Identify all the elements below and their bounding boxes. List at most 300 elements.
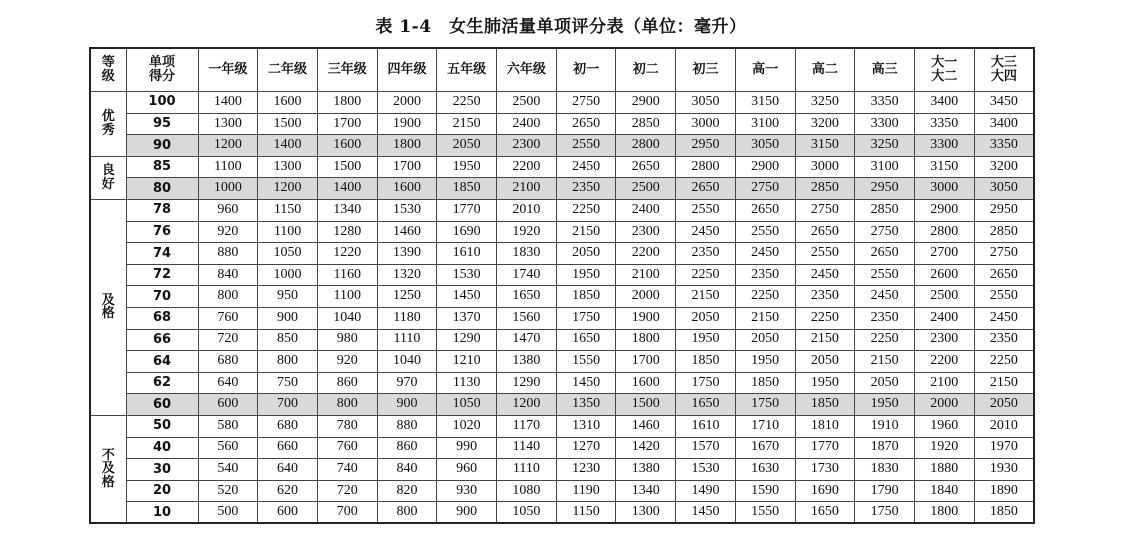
grade-col-header: 一年级 <box>198 48 258 92</box>
value-cell: 1700 <box>616 351 676 373</box>
value-cell: 1040 <box>317 307 377 329</box>
value-cell: 1850 <box>676 351 736 373</box>
value-cell: 1550 <box>735 502 795 524</box>
table-row <box>90 307 1034 329</box>
value-cell: 1220 <box>317 243 377 265</box>
value-cell: 1950 <box>735 351 795 373</box>
value-cell: 1350 <box>556 394 616 416</box>
value-cell: 1150 <box>556 502 616 524</box>
value-cell: 2450 <box>855 286 915 308</box>
value-cell: 2450 <box>795 264 855 286</box>
value-cell: 1190 <box>556 480 616 502</box>
value-cell: 2200 <box>914 351 974 373</box>
score-cell: 50 <box>126 415 198 437</box>
value-cell: 1920 <box>497 221 557 243</box>
table-row <box>90 372 1034 394</box>
value-cell: 2800 <box>914 221 974 243</box>
value-cell: 1500 <box>616 394 676 416</box>
value-cell: 700 <box>317 502 377 524</box>
value-cell: 740 <box>317 459 377 481</box>
value-cell: 1900 <box>616 307 676 329</box>
value-cell: 580 <box>198 415 258 437</box>
value-cell: 1000 <box>198 178 258 200</box>
value-cell: 2100 <box>497 178 557 200</box>
value-cell: 1850 <box>795 394 855 416</box>
value-cell: 640 <box>198 372 258 394</box>
table-row <box>90 437 1034 459</box>
value-cell: 1570 <box>676 437 736 459</box>
value-cell: 1710 <box>735 415 795 437</box>
value-cell: 2150 <box>556 221 616 243</box>
value-cell: 2150 <box>437 113 497 135</box>
value-cell: 2150 <box>855 351 915 373</box>
value-cell: 750 <box>258 372 318 394</box>
value-cell: 2100 <box>616 264 676 286</box>
value-cell: 2150 <box>676 286 736 308</box>
value-cell: 2750 <box>795 199 855 221</box>
value-cell: 2050 <box>855 372 915 394</box>
grade-col-header: 高三 <box>855 48 915 92</box>
value-cell: 2200 <box>616 243 676 265</box>
score-cell: 72 <box>126 264 198 286</box>
grade-col-header: 初二 <box>616 48 676 92</box>
value-cell: 1690 <box>437 221 497 243</box>
value-cell: 3100 <box>735 113 795 135</box>
value-cell: 1530 <box>676 459 736 481</box>
value-cell: 2450 <box>676 221 736 243</box>
value-cell: 1140 <box>497 437 557 459</box>
value-cell: 680 <box>198 351 258 373</box>
value-cell: 2750 <box>556 92 616 114</box>
value-cell: 1500 <box>317 156 377 178</box>
score-cell: 40 <box>126 437 198 459</box>
value-cell: 2900 <box>735 156 795 178</box>
value-cell: 920 <box>317 351 377 373</box>
value-cell: 760 <box>317 437 377 459</box>
value-cell: 1290 <box>437 329 497 351</box>
value-cell: 1880 <box>914 459 974 481</box>
value-cell: 2550 <box>556 135 616 157</box>
value-cell: 2000 <box>377 92 437 114</box>
value-cell: 1490 <box>676 480 736 502</box>
table-row <box>90 135 1034 157</box>
value-cell: 2250 <box>795 307 855 329</box>
value-cell: 2650 <box>676 178 736 200</box>
value-cell: 1950 <box>556 264 616 286</box>
value-cell: 880 <box>377 415 437 437</box>
score-cell: 85 <box>126 156 198 178</box>
value-cell: 3050 <box>735 135 795 157</box>
value-cell: 2300 <box>497 135 557 157</box>
score-cell: 78 <box>126 199 198 221</box>
value-cell: 1420 <box>616 437 676 459</box>
value-cell: 3050 <box>676 92 736 114</box>
value-cell: 2200 <box>497 156 557 178</box>
value-cell: 930 <box>437 480 497 502</box>
value-cell: 1530 <box>377 199 437 221</box>
value-cell: 800 <box>317 394 377 416</box>
value-cell: 1750 <box>676 372 736 394</box>
value-cell: 1300 <box>198 113 258 135</box>
value-cell: 2400 <box>497 113 557 135</box>
value-cell: 2150 <box>795 329 855 351</box>
value-cell: 1200 <box>258 178 318 200</box>
grade-level-cell: 良 好 <box>90 156 126 199</box>
value-cell: 1690 <box>795 480 855 502</box>
score-cell: 90 <box>126 135 198 157</box>
value-cell: 1850 <box>437 178 497 200</box>
value-cell: 2550 <box>795 243 855 265</box>
value-cell: 780 <box>317 415 377 437</box>
grade-col-header: 高二 <box>795 48 855 92</box>
value-cell: 2650 <box>735 199 795 221</box>
value-cell: 3350 <box>914 113 974 135</box>
value-cell: 1950 <box>437 156 497 178</box>
value-cell: 3100 <box>855 156 915 178</box>
table-row <box>90 459 1034 481</box>
value-cell: 990 <box>437 437 497 459</box>
value-cell: 2250 <box>676 264 736 286</box>
value-cell: 2450 <box>556 156 616 178</box>
value-cell: 3150 <box>914 156 974 178</box>
value-cell: 1050 <box>497 502 557 524</box>
value-cell: 600 <box>258 502 318 524</box>
value-cell: 1590 <box>735 480 795 502</box>
value-cell: 1400 <box>258 135 318 157</box>
value-cell: 1800 <box>914 502 974 524</box>
value-cell: 960 <box>198 199 258 221</box>
score-cell: 68 <box>126 307 198 329</box>
score-cell: 66 <box>126 329 198 351</box>
value-cell: 3300 <box>914 135 974 157</box>
score-cell: 95 <box>126 113 198 135</box>
value-cell: 1740 <box>497 264 557 286</box>
score-cell: 10 <box>126 502 198 524</box>
value-cell: 2600 <box>914 264 974 286</box>
value-cell: 1650 <box>676 394 736 416</box>
value-cell: 1800 <box>377 135 437 157</box>
score-cell: 62 <box>126 372 198 394</box>
value-cell: 970 <box>377 372 437 394</box>
value-cell: 980 <box>317 329 377 351</box>
value-cell: 2850 <box>855 199 915 221</box>
value-cell: 1180 <box>377 307 437 329</box>
value-cell: 1600 <box>258 92 318 114</box>
value-cell: 1950 <box>855 394 915 416</box>
score-cell: 76 <box>126 221 198 243</box>
value-cell: 1930 <box>974 459 1034 481</box>
value-cell: 540 <box>198 459 258 481</box>
grade-col-header: 五年级 <box>437 48 497 92</box>
value-cell: 1110 <box>377 329 437 351</box>
table-body <box>90 92 1034 524</box>
value-cell: 2500 <box>616 178 676 200</box>
value-cell: 2350 <box>795 286 855 308</box>
value-cell: 2250 <box>974 351 1034 373</box>
value-cell: 2700 <box>914 243 974 265</box>
table-row <box>90 415 1034 437</box>
value-cell: 920 <box>198 221 258 243</box>
value-cell: 1630 <box>735 459 795 481</box>
value-cell: 1230 <box>556 459 616 481</box>
grade-level-cell: 不 及 格 <box>90 415 126 523</box>
value-cell: 2850 <box>974 221 1034 243</box>
value-cell: 1750 <box>556 307 616 329</box>
value-cell: 2000 <box>914 394 974 416</box>
table-row <box>90 178 1034 200</box>
value-cell: 1600 <box>377 178 437 200</box>
value-cell: 1150 <box>258 199 318 221</box>
value-cell: 1400 <box>198 92 258 114</box>
value-cell: 3350 <box>855 92 915 114</box>
value-cell: 2550 <box>676 199 736 221</box>
value-cell: 2300 <box>616 221 676 243</box>
value-cell: 1960 <box>914 415 974 437</box>
value-cell: 1210 <box>437 351 497 373</box>
value-cell: 3450 <box>974 92 1034 114</box>
value-cell: 1450 <box>437 286 497 308</box>
grade-col-header: 二年级 <box>258 48 318 92</box>
table-row <box>90 480 1034 502</box>
score-cell: 80 <box>126 178 198 200</box>
value-cell: 760 <box>198 307 258 329</box>
value-cell: 3000 <box>676 113 736 135</box>
value-cell: 2050 <box>556 243 616 265</box>
value-cell: 2500 <box>914 286 974 308</box>
value-cell: 2250 <box>855 329 915 351</box>
value-cell: 1610 <box>676 415 736 437</box>
value-cell: 1160 <box>317 264 377 286</box>
table-row <box>90 264 1034 286</box>
value-cell: 1040 <box>377 351 437 373</box>
value-cell: 700 <box>258 394 318 416</box>
value-cell: 1850 <box>735 372 795 394</box>
value-cell: 1770 <box>795 437 855 459</box>
grade-level-cell: 及 格 <box>90 199 126 415</box>
value-cell: 1670 <box>735 437 795 459</box>
value-cell: 3250 <box>795 92 855 114</box>
value-cell: 2000 <box>616 286 676 308</box>
header-row <box>90 48 1034 92</box>
value-cell: 1450 <box>556 372 616 394</box>
value-cell: 2900 <box>616 92 676 114</box>
table-row <box>90 156 1034 178</box>
value-cell: 1470 <box>497 329 557 351</box>
grade-col-header: 大三 大四 <box>974 48 1034 92</box>
value-cell: 1300 <box>616 502 676 524</box>
value-cell: 2050 <box>437 135 497 157</box>
value-cell: 3200 <box>795 113 855 135</box>
value-cell: 1100 <box>258 221 318 243</box>
value-cell: 2950 <box>974 199 1034 221</box>
value-cell: 1550 <box>556 351 616 373</box>
value-cell: 1080 <box>497 480 557 502</box>
value-cell: 1650 <box>497 286 557 308</box>
value-cell: 1100 <box>198 156 258 178</box>
value-cell: 900 <box>377 394 437 416</box>
value-cell: 1850 <box>974 502 1034 524</box>
value-cell: 2800 <box>676 156 736 178</box>
value-cell: 2950 <box>676 135 736 157</box>
table-row <box>90 92 1034 114</box>
value-cell: 2400 <box>914 307 974 329</box>
value-cell: 1500 <box>258 113 318 135</box>
value-cell: 720 <box>317 480 377 502</box>
value-cell: 520 <box>198 480 258 502</box>
value-cell: 1850 <box>556 286 616 308</box>
value-cell: 2250 <box>735 286 795 308</box>
value-cell: 1870 <box>855 437 915 459</box>
value-cell: 960 <box>437 459 497 481</box>
value-cell: 2050 <box>974 394 1034 416</box>
value-cell: 1900 <box>377 113 437 135</box>
value-cell: 1050 <box>437 394 497 416</box>
grade-col-header: 高一 <box>735 48 795 92</box>
value-cell: 840 <box>198 264 258 286</box>
value-cell: 880 <box>198 243 258 265</box>
value-cell: 1130 <box>437 372 497 394</box>
value-cell: 3050 <box>974 178 1034 200</box>
value-cell: 660 <box>258 437 318 459</box>
value-cell: 3000 <box>914 178 974 200</box>
value-cell: 1750 <box>855 502 915 524</box>
value-cell: 2800 <box>616 135 676 157</box>
value-cell: 1610 <box>437 243 497 265</box>
grade-col-header: 初一 <box>556 48 616 92</box>
value-cell: 3200 <box>974 156 1034 178</box>
value-cell: 860 <box>317 372 377 394</box>
value-cell: 1050 <box>258 243 318 265</box>
value-cell: 2350 <box>556 178 616 200</box>
value-cell: 1340 <box>616 480 676 502</box>
value-cell: 3150 <box>735 92 795 114</box>
score-cell: 74 <box>126 243 198 265</box>
table-row <box>90 502 1034 524</box>
value-cell: 2650 <box>556 113 616 135</box>
value-cell: 3400 <box>914 92 974 114</box>
score-header: 单项 得分 <box>126 48 198 92</box>
value-cell: 2650 <box>795 221 855 243</box>
value-cell: 1890 <box>974 480 1034 502</box>
value-cell: 620 <box>258 480 318 502</box>
value-cell: 2150 <box>735 307 795 329</box>
value-cell: 1650 <box>556 329 616 351</box>
value-cell: 1830 <box>855 459 915 481</box>
value-cell: 1310 <box>556 415 616 437</box>
value-cell: 3150 <box>795 135 855 157</box>
value-cell: 2350 <box>974 329 1034 351</box>
value-cell: 3350 <box>974 135 1034 157</box>
value-cell: 2400 <box>616 199 676 221</box>
value-cell: 1650 <box>795 502 855 524</box>
value-cell: 640 <box>258 459 318 481</box>
table-row <box>90 243 1034 265</box>
value-cell: 1390 <box>377 243 437 265</box>
value-cell: 1530 <box>437 264 497 286</box>
value-cell: 1730 <box>795 459 855 481</box>
value-cell: 1600 <box>616 372 676 394</box>
value-cell: 1600 <box>317 135 377 157</box>
value-cell: 720 <box>198 329 258 351</box>
value-cell: 560 <box>198 437 258 459</box>
value-cell: 2850 <box>616 113 676 135</box>
score-table <box>89 47 1035 524</box>
value-cell: 1950 <box>795 372 855 394</box>
value-cell: 2550 <box>974 286 1034 308</box>
table-title: 表 1-4 女生肺活量单项评分表（单位：毫升） <box>375 17 747 37</box>
value-cell: 1840 <box>914 480 974 502</box>
value-cell: 2950 <box>855 178 915 200</box>
value-cell: 800 <box>377 502 437 524</box>
grade-col-header: 四年级 <box>377 48 437 92</box>
value-cell: 900 <box>258 307 318 329</box>
table-row <box>90 329 1034 351</box>
value-cell: 2450 <box>974 307 1034 329</box>
table-row <box>90 113 1034 135</box>
value-cell: 1290 <box>497 372 557 394</box>
value-cell: 2350 <box>855 307 915 329</box>
value-cell: 1270 <box>556 437 616 459</box>
table-row <box>90 351 1034 373</box>
score-cell: 20 <box>126 480 198 502</box>
value-cell: 1460 <box>377 221 437 243</box>
score-cell: 64 <box>126 351 198 373</box>
value-cell: 1380 <box>497 351 557 373</box>
value-cell: 1560 <box>497 307 557 329</box>
value-cell: 1100 <box>317 286 377 308</box>
value-cell: 500 <box>198 502 258 524</box>
value-cell: 850 <box>258 329 318 351</box>
value-cell: 2010 <box>497 199 557 221</box>
value-cell: 1450 <box>676 502 736 524</box>
value-cell: 1400 <box>317 178 377 200</box>
value-cell: 2100 <box>914 372 974 394</box>
value-cell: 800 <box>198 286 258 308</box>
score-cell: 70 <box>126 286 198 308</box>
value-cell: 2500 <box>497 92 557 114</box>
value-cell: 800 <box>258 351 318 373</box>
value-cell: 600 <box>198 394 258 416</box>
value-cell: 1320 <box>377 264 437 286</box>
value-cell: 1830 <box>497 243 557 265</box>
score-cell: 30 <box>126 459 198 481</box>
value-cell: 1700 <box>317 113 377 135</box>
value-cell: 2550 <box>735 221 795 243</box>
value-cell: 1800 <box>317 92 377 114</box>
value-cell: 2650 <box>974 264 1034 286</box>
grade-header: 等 级 <box>90 48 126 92</box>
value-cell: 2450 <box>735 243 795 265</box>
value-cell: 840 <box>377 459 437 481</box>
table-row <box>90 286 1034 308</box>
value-cell: 3000 <box>795 156 855 178</box>
value-cell: 1810 <box>795 415 855 437</box>
value-cell: 820 <box>377 480 437 502</box>
value-cell: 900 <box>437 502 497 524</box>
value-cell: 3250 <box>855 135 915 157</box>
value-cell: 2050 <box>676 307 736 329</box>
value-cell: 2750 <box>974 243 1034 265</box>
value-cell: 1280 <box>317 221 377 243</box>
value-cell: 860 <box>377 437 437 459</box>
grade-col-header: 初三 <box>676 48 736 92</box>
value-cell: 1950 <box>676 329 736 351</box>
value-cell: 2150 <box>974 372 1034 394</box>
value-cell: 1200 <box>497 394 557 416</box>
value-cell: 1020 <box>437 415 497 437</box>
value-cell: 3400 <box>974 113 1034 135</box>
value-cell: 1790 <box>855 480 915 502</box>
